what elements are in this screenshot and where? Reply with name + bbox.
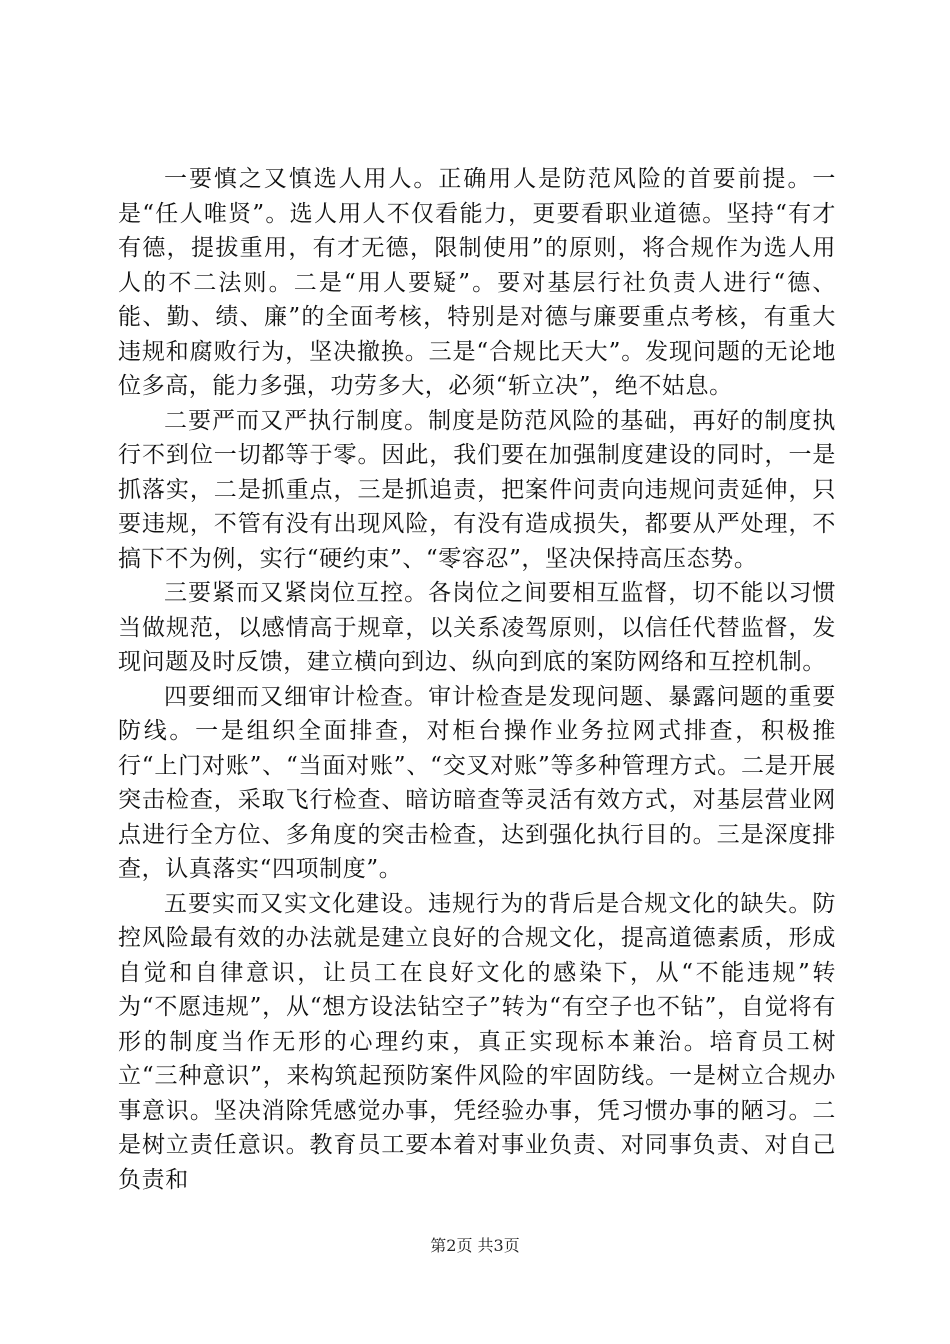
page-number-footer: 第2页 共3页 <box>430 1236 520 1255</box>
document-body <box>118 162 836 1197</box>
paragraph-2: 二要严而又严执行制度。制度是防范风险的基础，再好的制度执行不到位一切都等于零。因此，我们要在加强制度建设的同时，一是抓落实，二是抓重点，三是抓追责，把案件问责向违规问责延伸，只要违规，不管有没有出现风险，有没有造成损失，都要从严处理，不搞下不为例，实行“硬约束”、“零容忍”，坚决保持高压态势。 <box>118 407 836 572</box>
paragraph-5: 五要实而又实文化建设。违规行为的背后是合规文化的缺失。防控风险最有效的办法就是建立良好的合规文化，提高道德素质，形成自觉和自律意识，让员工在良好文化的感染下，从“不能违规”转为“不愿违规”，从“想方设法钻空子”转为“有空子也不钻”，自觉将有形的制度当作无形的心理约束，真正实现标本兼治。培育员工树立“三种意识”，来构筑起预防案件风险的牢固防线。一是树立合规办事意识。坚决消除凭感觉办事，凭经验办事，凭习惯办事的陋习。二是树立责任意识。教育员工要本着对事业负责、对同事负责、对自己负责和 <box>118 890 836 1193</box>
paragraph-3: 三要紧而又紧岗位互控。各岗位之间要相互监督，切不能以习惯当做规范，以感情高于规章，以关系凌驾原则，以信任代替监督，发现问题及时反馈，建立横向到边、纵向到底的案防网络和互控机制。 <box>118 580 836 675</box>
paragraph-4: 四要细而又细审计检查。审计检查是发现问题、暴露问题的重要防线。一是组织全面排查，对柜台操作业务拉网式排查，积极推行“上门对账”、“当面对账”、“交叉对账”等多种管理方式。二是开展突击检查，采取飞行检查、暗访暗查等灵活有效方式，对基层营业网点进行全方位、多角度的突击检查，达到强化执行目的。三是深度排查，认真落实“四项制度”。 <box>118 683 836 882</box>
paragraph-1: 一要慎之又慎选人用人。正确用人是防范风险的首要前提。一是“任人唯贤”。选人用人不仅看能力，更要看职业道德。坚持“有才有德，提拔重用，有才无德，限制使用”的原则，将合规作为选人用人的不二法则。二是“用人要疑”。要对基层行社负责人进行“德、能、勤、绩、廉”的全面考核，特别是对德与廉要重点考核，有重大违规和腐败行为，坚决撤换。三是“合规比天大”。发现问题的无论地位多高，能力多强，功劳多大，必须“斩立决”，绝不姑息。 <box>118 166 836 399</box>
